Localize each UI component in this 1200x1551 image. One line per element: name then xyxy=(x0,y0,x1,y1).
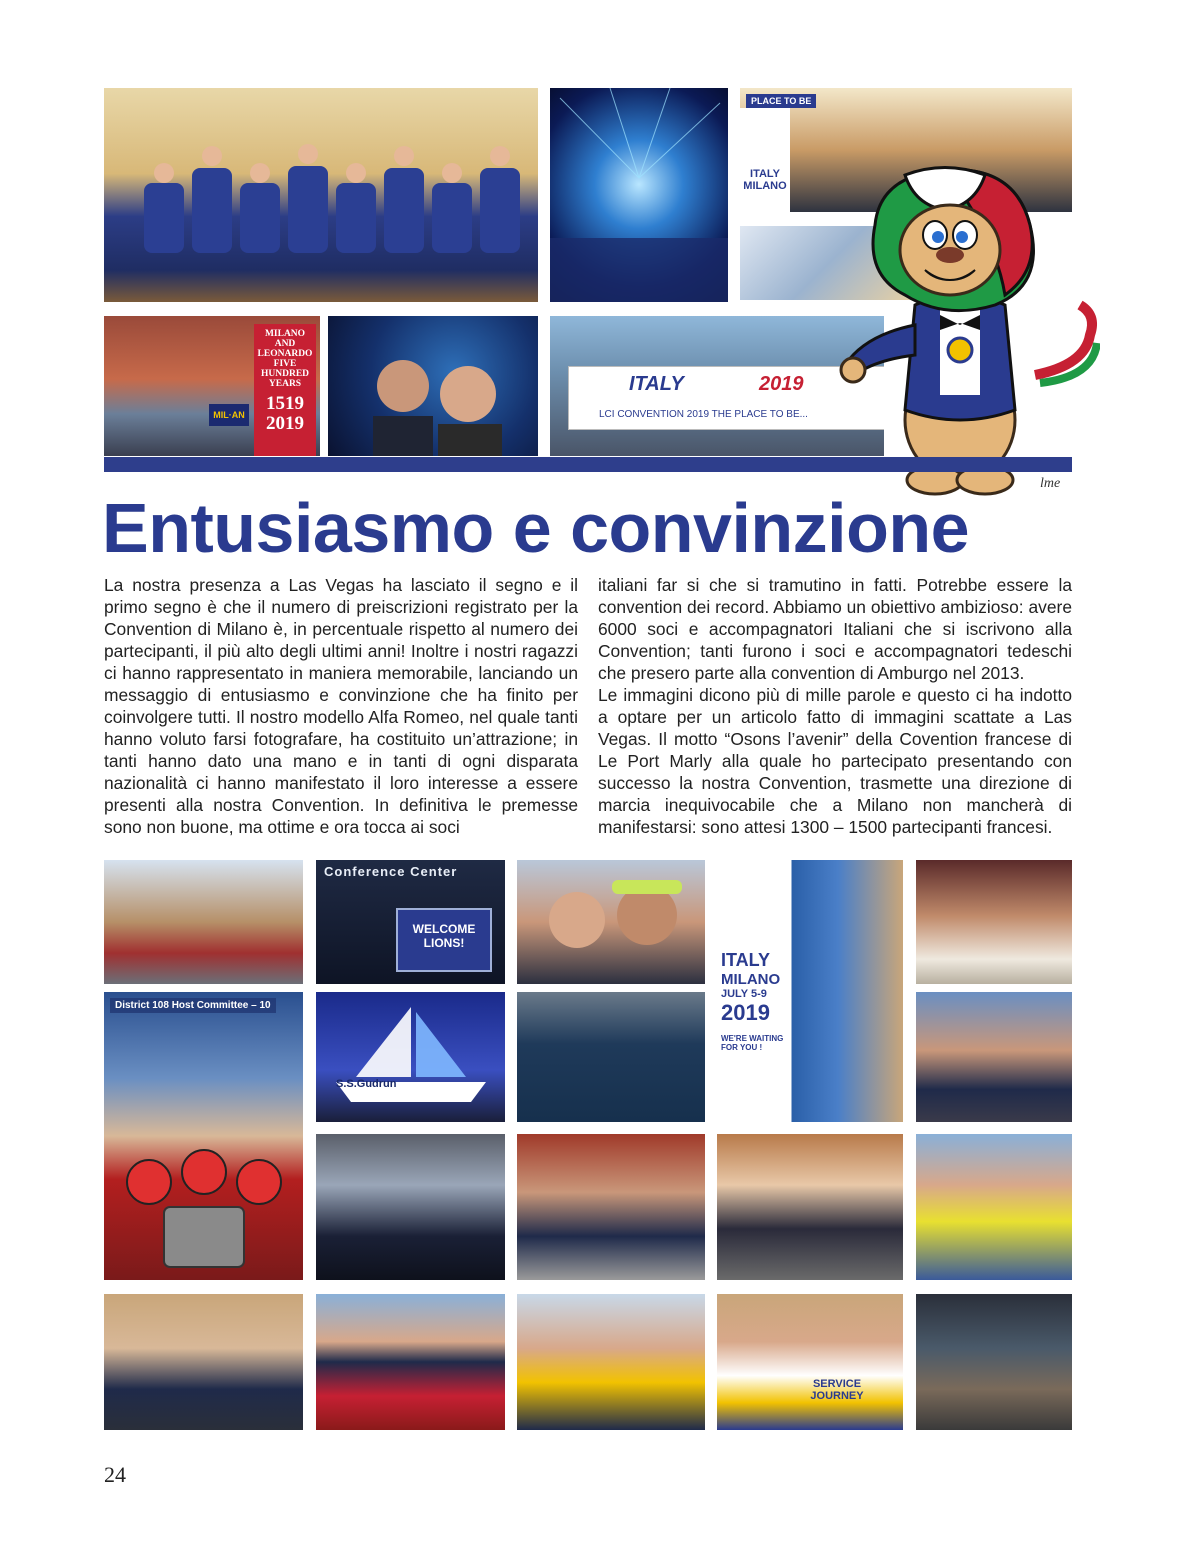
door-poster-city: MILANO xyxy=(721,971,781,988)
parade-banner-title: ITALY xyxy=(629,373,684,395)
door-poster-waiting: WE'RE WAITING FOR YOU ! xyxy=(721,1034,784,1052)
photo-conference-center xyxy=(316,860,505,984)
title-divider-bar xyxy=(104,457,1072,472)
photo-italy-parade xyxy=(550,316,884,456)
welcome-lions-text: WELCOME LIONS! xyxy=(412,922,476,950)
group-figures xyxy=(104,88,538,302)
booth-poster-text: ITALY MILANO xyxy=(743,168,787,192)
photo-joker-pose xyxy=(916,992,1072,1122)
article-column-1 xyxy=(104,574,578,838)
article-col2-paragraph-1: italiani far si che si tramutino in fatti. Potrebbe essere la convention dei record. Abbiamo un obiettivo ambizioso: avere 6000 soci e accompagnatori Italiani che si iscrivono alla Convention; tanti furono i soci e accompagnatori tedeschi che presero parte alla convention di Amburgo nel 2013. xyxy=(598,575,1072,683)
banner-line3: LEONARDO xyxy=(257,348,313,359)
banner-line1: MILANO xyxy=(264,329,306,339)
selfie-figures xyxy=(328,316,538,456)
article-headline: Entusiasmo e convinzione xyxy=(102,489,970,567)
welcome-lions-screen xyxy=(396,908,492,972)
district-host-sign: District 108 Host Committee – 10 xyxy=(110,998,276,1013)
photo-alfa-romeo-group xyxy=(104,992,303,1280)
sailboat-icon xyxy=(316,992,505,1122)
parade-banner-year: 2019 xyxy=(759,373,804,395)
photo-group-portrait xyxy=(104,88,538,302)
photo-couple-selfie xyxy=(517,860,705,984)
photo-signing xyxy=(916,860,1072,984)
banner-line6: YEARS xyxy=(268,378,302,389)
photo-selfie xyxy=(328,316,538,456)
door-poster-title: ITALY xyxy=(721,950,771,970)
conference-center-sign: Conference Center xyxy=(324,864,458,879)
booth-poster xyxy=(740,108,790,212)
mil-an-sign: MIL·AN xyxy=(209,404,249,426)
photo-service-journey xyxy=(717,1294,903,1430)
alfa-romeo-car xyxy=(104,992,303,1280)
banner-line5: HUNDRED xyxy=(260,368,310,379)
article-col1-text: La nostra presenza a Las Vegas ha lasciato il segno e il primo segno è che il numero di preiscrizioni registrato per la Convention di Milano è, in percentuale rispetto al numero dei partecipanti, il più alto degli ultimi anni! Inoltre i nostri ragazzi ci hanno rappresentato in maniera memorabile, lanciando un messaggio di entusiasmo e convinzione che ha finito per coinvolgere tutti. Il nostro modello Alfa Romeo, nel quale tanti hanno voluto farsi fotografare, ha costituito un’attrazione; in tanti hanno dato una mano e in tanti di ogni disparata nazionalità ci hanno manifestato il loro interesse a essere presenti alla nostra Convention. In definitiva le premesse sono non buone, ma ottime e ora tocca ai soci xyxy=(104,575,578,837)
service-journey-vest-text: SERVICE JOURNEY xyxy=(810,1378,864,1402)
article-column-2 xyxy=(598,574,1072,838)
banner-year-start: 1519 xyxy=(266,392,304,414)
lion-mascot-icon xyxy=(835,165,1100,500)
photo-expo-hall xyxy=(104,316,320,456)
door-poster-year: 2019 xyxy=(721,1000,770,1025)
banner-line2: AND xyxy=(274,338,296,349)
ship-name-label: S.S.Gudrun xyxy=(336,1078,397,1090)
article-col2-paragraph-2: Le immagini dicono più di mille parole e questo ci ha indotto a optare per un articolo fatto di immagini scattate a Las Vegas. Il motto “Osons l’avenir” della Covention francese di Le Port Marly alla quale ho partecipato presentando con successo la nostra Convention, trasmette una direzione di marcia inequivocabile che a Milano non mancherà di manifestarsi: sono attesi 1300 – 1500 partecipanti francesi. xyxy=(598,685,1072,837)
photo-arena-stage xyxy=(550,88,728,302)
banner-line4: FIVE xyxy=(273,358,297,369)
parade-banner-subtitle: LCI CONVENTION 2019 THE PLACE TO BE... xyxy=(599,409,808,420)
photo-alfa-booth xyxy=(104,860,303,984)
photo-hallway-group xyxy=(517,1134,705,1280)
banner-year-end: 2019 xyxy=(266,412,304,434)
stage-lights xyxy=(550,88,728,302)
photo-large-group xyxy=(104,1294,303,1430)
photo-jackets xyxy=(517,992,705,1122)
photo-officials xyxy=(717,1134,903,1280)
booth-sign-text: PLACE TO BE xyxy=(746,94,816,108)
page-number: 24 xyxy=(104,1462,126,1487)
photo-italy-door xyxy=(717,860,903,1122)
photo-expo-crowd xyxy=(916,1294,1072,1430)
photo-stage-group xyxy=(316,1134,505,1280)
milano-leonardo-banner xyxy=(254,324,316,456)
door-poster-dates: JULY 5-9 xyxy=(721,988,767,1000)
mascot-signature: lme xyxy=(1040,476,1061,491)
photo-conversation xyxy=(517,1294,705,1430)
couple-faces xyxy=(517,860,705,984)
photo-sailboat-stage xyxy=(316,992,505,1122)
photo-yellow-vests xyxy=(916,1134,1072,1280)
photo-car-group xyxy=(316,1294,505,1430)
